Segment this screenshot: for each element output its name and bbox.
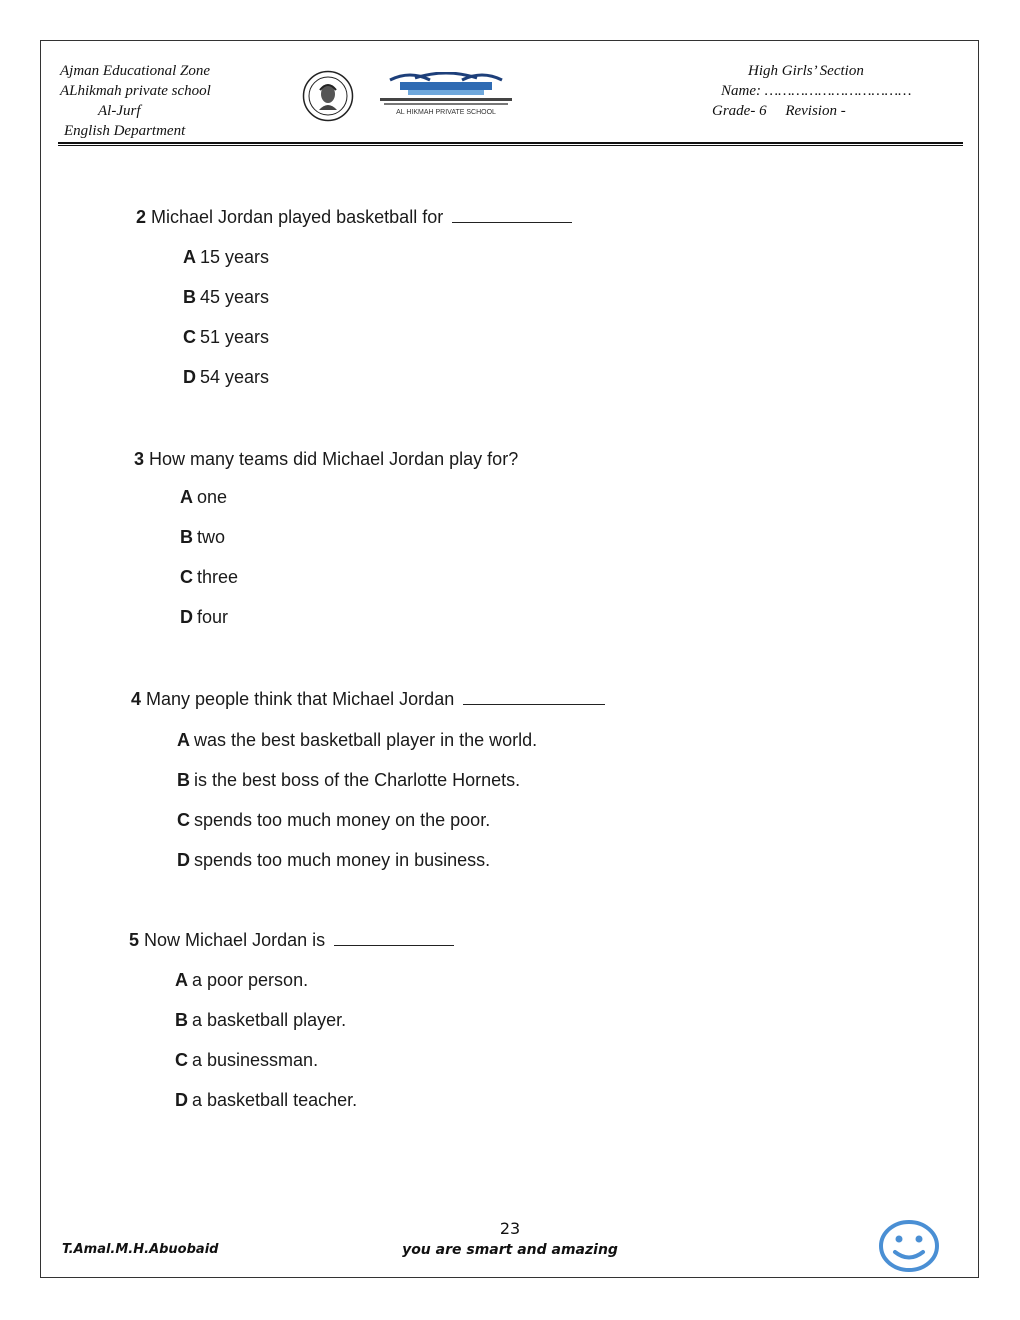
teacher-name: T.Amal.M.H.Abuobaid xyxy=(62,1242,219,1257)
option-letter: A xyxy=(180,487,193,507)
option-letter: A xyxy=(183,247,196,267)
footer-motto: you are smart and amazing xyxy=(402,1242,618,1258)
option-3a[interactable] xyxy=(180,487,227,508)
option-letter: B xyxy=(177,770,190,790)
header-zone: Ajman Educational Zone xyxy=(60,63,210,79)
option-letter: A xyxy=(175,970,188,990)
option-text: a basketball player. xyxy=(192,1010,347,1030)
header-section: High Girls’ Section xyxy=(748,63,864,79)
question-number: 4 xyxy=(131,689,142,709)
logo-caption: AL HIKMAH PRIVATE SCHOOL xyxy=(396,109,496,116)
option-letter: D xyxy=(183,367,196,387)
option-3b[interactable] xyxy=(180,527,225,548)
option-letter: B xyxy=(175,1010,188,1030)
option-2d[interactable] xyxy=(183,367,269,388)
option-3c[interactable] xyxy=(180,567,238,588)
question-4 xyxy=(131,689,605,710)
header-revision: Revision - xyxy=(785,103,846,119)
option-text: one xyxy=(197,487,228,507)
header-school-info xyxy=(60,61,211,141)
option-letter: A xyxy=(177,730,190,750)
option-3d[interactable] xyxy=(180,607,228,628)
option-text: was the best basketball player in the world. xyxy=(194,730,538,750)
school-logo xyxy=(370,72,522,118)
question-stem: Many people think that Michael Jordan xyxy=(146,689,455,709)
option-text: four xyxy=(197,607,229,627)
option-text: is the best boss of the Charlotte Hornets. xyxy=(194,770,521,790)
option-text: two xyxy=(197,527,226,547)
question-number: 2 xyxy=(136,207,147,227)
answer-blank[interactable] xyxy=(463,690,605,705)
page-number: 23 xyxy=(499,1219,521,1238)
header-grade: Grade- 6 xyxy=(712,103,767,119)
option-letter: D xyxy=(175,1090,188,1110)
option-5d[interactable] xyxy=(175,1090,357,1111)
header-location: Al-Jurf xyxy=(98,103,141,119)
option-4c[interactable] xyxy=(177,810,490,831)
question-stem: How many teams did Michael Jordan play for? xyxy=(149,449,519,469)
option-text: 15 years xyxy=(200,247,270,267)
option-text: a basketball teacher. xyxy=(192,1090,358,1110)
header-divider xyxy=(58,142,963,146)
header-school-name: ALhikmah private school xyxy=(60,83,211,99)
header-grade-line xyxy=(712,101,911,121)
option-text: a poor person. xyxy=(192,970,309,990)
option-2a[interactable] xyxy=(183,247,269,268)
emblem-seal-icon xyxy=(302,70,354,122)
option-5c[interactable] xyxy=(175,1050,318,1071)
question-number: 5 xyxy=(129,930,140,950)
answer-blank[interactable] xyxy=(452,208,572,223)
header-student-info xyxy=(712,61,911,121)
option-5a[interactable] xyxy=(175,970,308,991)
option-4a[interactable] xyxy=(177,730,537,751)
answer-blank[interactable] xyxy=(334,931,454,946)
option-text: 51 years xyxy=(200,327,270,347)
option-4b[interactable] xyxy=(177,770,520,791)
option-2c[interactable] xyxy=(183,327,269,348)
header-department: English Department xyxy=(64,123,186,139)
option-text: spends too much money in business. xyxy=(194,850,491,870)
option-text: three xyxy=(197,567,239,587)
option-letter: D xyxy=(180,607,193,627)
option-letter: C xyxy=(177,810,190,830)
option-letter: C xyxy=(183,327,196,347)
option-2b[interactable] xyxy=(183,287,269,308)
question-number: 3 xyxy=(134,449,145,469)
option-text: 54 years xyxy=(200,367,270,387)
option-letter: D xyxy=(177,850,190,870)
question-stem: Now Michael Jordan is xyxy=(144,930,326,950)
name-field[interactable]: Name: …………………………… xyxy=(721,83,912,99)
question-5 xyxy=(129,930,454,951)
option-text: spends too much money on the poor. xyxy=(194,810,491,830)
option-4d[interactable] xyxy=(177,850,490,871)
smiley-face-icon xyxy=(878,1219,940,1273)
question-2 xyxy=(136,207,572,228)
option-text: a businessman. xyxy=(192,1050,319,1070)
option-letter: B xyxy=(180,527,193,547)
option-letter: C xyxy=(175,1050,188,1070)
option-text: 45 years xyxy=(200,287,270,307)
option-letter: B xyxy=(183,287,196,307)
option-5b[interactable] xyxy=(175,1010,346,1031)
question-3 xyxy=(134,449,518,470)
question-stem: Michael Jordan played basketball for xyxy=(151,207,444,227)
option-letter: C xyxy=(180,567,193,587)
